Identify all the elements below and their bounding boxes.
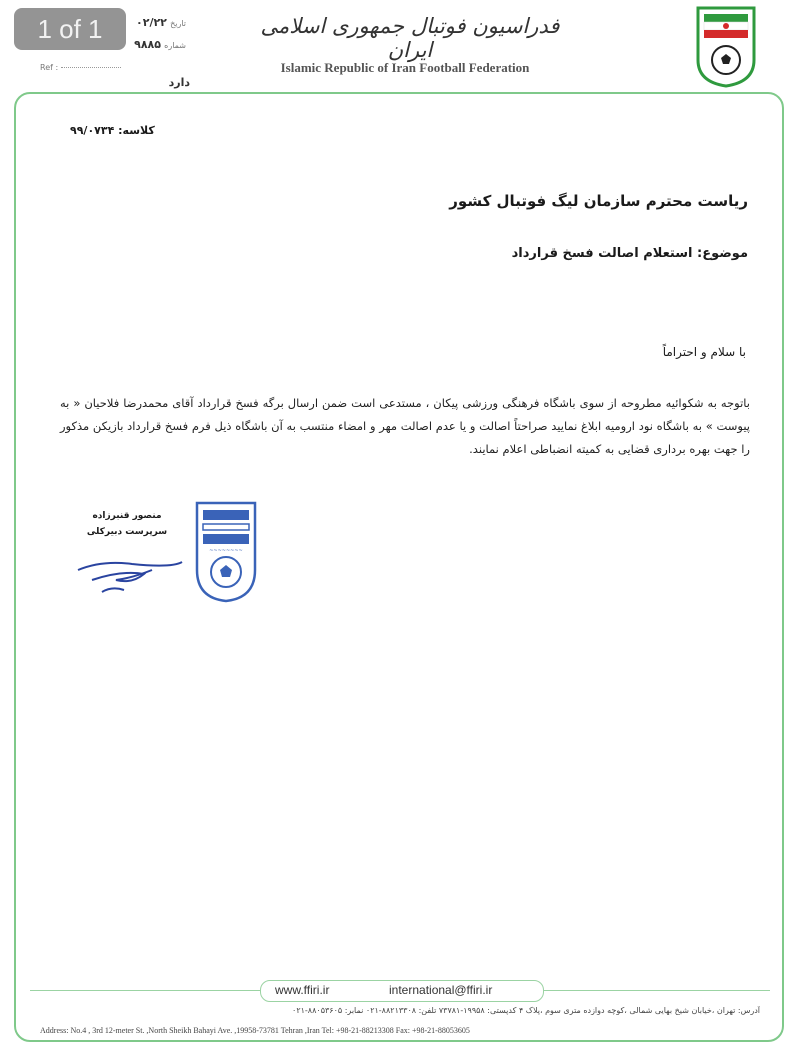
- subject-line: موضوع: استعلام اصالت فسخ قرارداد: [511, 246, 748, 261]
- date-value: ۰۲/۲۲: [136, 16, 167, 29]
- email-link[interactable]: international@ffiri.ir: [389, 983, 493, 997]
- letter-body: باتوجه به شکوائیه مطروحه از سوی باشگاه فرهنگی ورزشی پیکان ، مستدعی است ضمن ارسال برگه فسخ قرارداد آقای محمدرضا فلاحیان « به پیوست » به باشگاه نود ارومیه ابلاغ نمایید صراحتاً اصالت و یا عدم اصالت مهر و امضاء منتسب به آن باشگاه ذیل فرم فسخ قرارداد بازیکن مذکور را جهت بهره برداری قضایی به کمیته انضباطی اعلام نمایند.: [60, 396, 750, 456]
- date-label: تاریخ: [170, 19, 186, 28]
- svg-text:~~~~~~~~: ~~~~~~~~: [209, 548, 243, 554]
- federation-title-fa: فدراسیون فوتبال جمهوری اسلامی ایران: [260, 14, 560, 62]
- signer-name: منصور قنبرزاده: [92, 511, 162, 521]
- addressee: ریاست محترم سازمان لیگ فوتبال کشور: [449, 192, 748, 210]
- footer-address-en: Address: No.4 , 3rd 12-meter St. ,North Sheikh Bahayi Ave. ,19958-73781 Tehran ,Iran Tel: +98-21-88213308 Fax: +98-21-88053605: [40, 1026, 470, 1035]
- greeting: با سلام و احتراماً: [662, 345, 746, 359]
- official-stamp: [194, 500, 258, 604]
- attachment-row: [169, 76, 190, 89]
- number-label: شماره: [164, 41, 186, 50]
- footer-contact-box: [260, 980, 544, 1002]
- number-row: [134, 38, 190, 51]
- website-link[interactable]: www.ffiri.ir: [275, 983, 330, 997]
- footer-address-fa: آدرس: تهران ،خیابان شیخ بهایی شمالی ،کوچه دوازده متری سوم ،پلاک ۴ کدپستی: ۱۹۹۵۸-۷۳۷۸۱ تلفن: ۸۸۲۱۳۳۰۸-۰۲۱ نمابر: ۸۸۰۵۳۶۰۵-۰۲۱: [292, 1006, 760, 1015]
- signature: [72, 540, 192, 600]
- date-row: [136, 16, 190, 29]
- classification-number: کلاسه: ۹۹/۰۷۳۴: [70, 124, 155, 137]
- ref-label: Ref :: [40, 63, 59, 72]
- signer-title: سرپرست دبیرکلی: [86, 527, 168, 537]
- federation-title-en: Islamic Republic of Iran Football Federation: [280, 60, 530, 75]
- attachment-value: دارد: [168, 76, 190, 89]
- number-value: ۹۸۸۵: [134, 38, 161, 51]
- signer-block: [72, 508, 182, 540]
- reference-block: [40, 14, 190, 92]
- page-indicator: 1 of 1: [14, 8, 126, 50]
- ref-row: [40, 62, 121, 73]
- federation-logo: [694, 4, 758, 88]
